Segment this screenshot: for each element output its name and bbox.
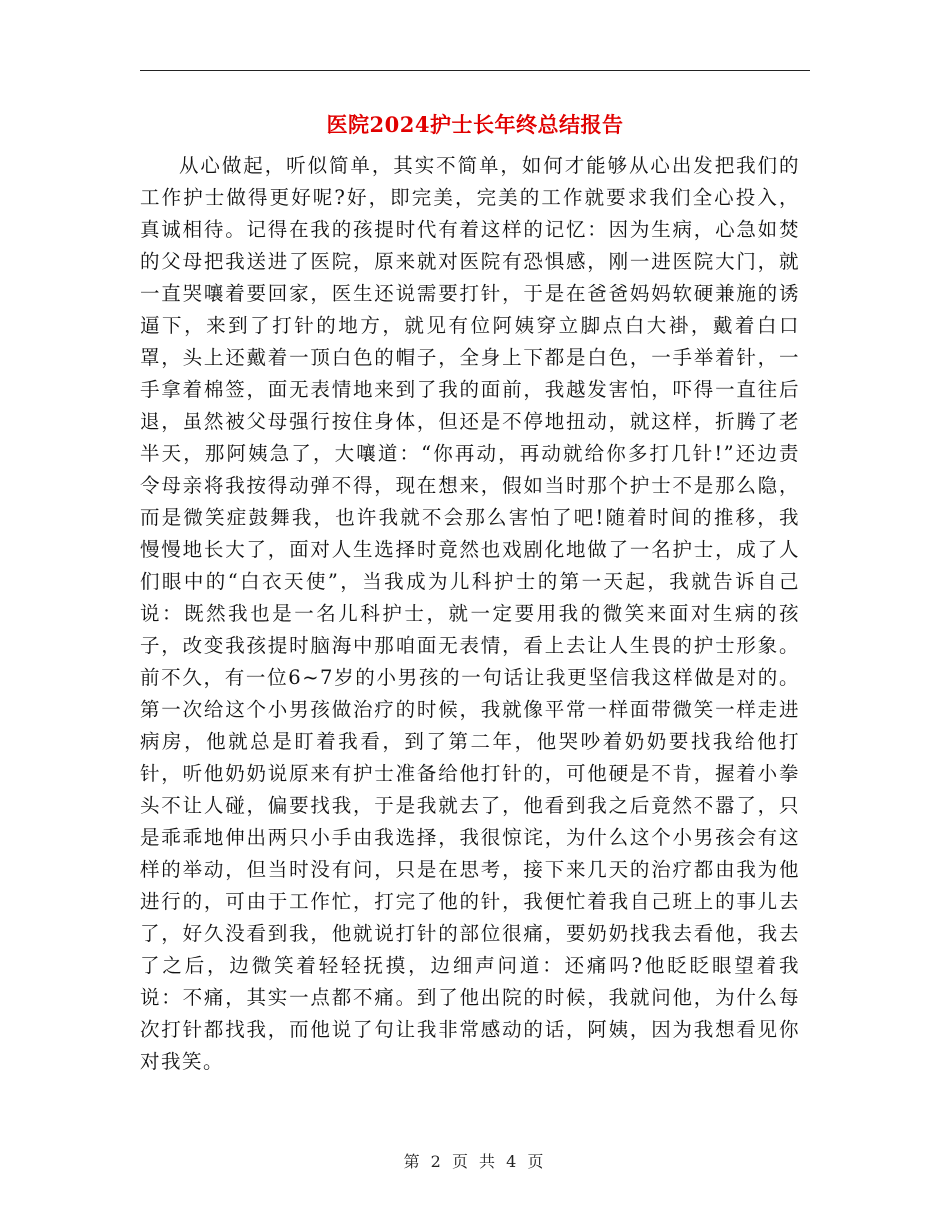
body-paragraph: 从心做起，听似简单，其实不简单，如何才能够从心出发把我们的工作护士做得更好呢?好，即完美，完美的工作就要求我们全心投入，真诚相待。记得在我的孩提时代有着这样的记忆：因为生病，心急如焚的父母把我送进了医院，原来就对医院有恐惧感，刚一进医院大门，就一直哭嚷着要回家，医生还说需要打针，于是在爸爸妈妈软硬兼施的诱逼下，来到了打针的地方，就见有位阿姨穿立脚点白大褂，戴着白口罩，头上还戴着一顶白色的帽子，全身上下都是白色，一手举着针，一手拿着棉签，面无表情地来到了我的面前，我越发害怕，吓得一直往后退，虽然被父母强行按住身体，但还是不停地扭动，就这样，折腾了老半天，那阿姨急了，大嚷道：“你再动，再动就给你多打几针!”还边责令母亲将我按得动弹不得，现在想来，假如当时那个护士不是那么隐，而是微笑症鼓舞我，也许我就不会那么害怕了吧!随着时间的推移，我慢慢地长大了，面对人生选择时竟然也戏剧化地做了一名护士，成了人们眼中的“白衣天使”，当我成为儿科护士的第一天起，我就告诉自己说：既然我也是一名儿科护士，就一定要用我的微笑来面对生病的孩子，改变我孩提时脑海中那咱面无表情，看上去让人生畏的护士形象。前不久，有一位6~7岁的小男孩的一句话让我更坚信我这样做是对的。第一次给这个小男孩做治疗的时候，我就像平常一样面带微笑一样走进病房，他就总是盯着我看，到了第二年，他哭吵着奶奶要找我给他打针，听他奶奶说原来有护士准备给他打针的，可他硬是不肯，握着小拳头不让人碰，偏要找我，于是我就去了，他看到我之后竟然不嚣了，只是乖乖地伸出两只小手由我选择，我很惊诧，为什么这个小男孩会有这样的举动，但当时没有问，只是在思考，接下来几天的治疗都由我为他进行的，可由于工作忙，打完了他的针，我便忙着我自己班上的事儿去了，好久没看到我，他就说打针的部位很痛，要奶奶找我去看他，我去了之后，边微笑着轻轻抚摸，边细声问道：还痛吗?他眨眨眼望着我说：不痛，其实一点都不痛。到了他出院的时候，我就问他，为什么每次打针都找我，而他说了句让我非常感动的话，阿姨，因为我想看见你对我笑。 — [140, 154, 800, 1073]
page-footer: 第 2 页 共 4 页 — [403, 1152, 547, 1171]
document-title: 医院2024护士长年终总结报告 — [326, 112, 624, 137]
header-rule — [140, 70, 810, 71]
